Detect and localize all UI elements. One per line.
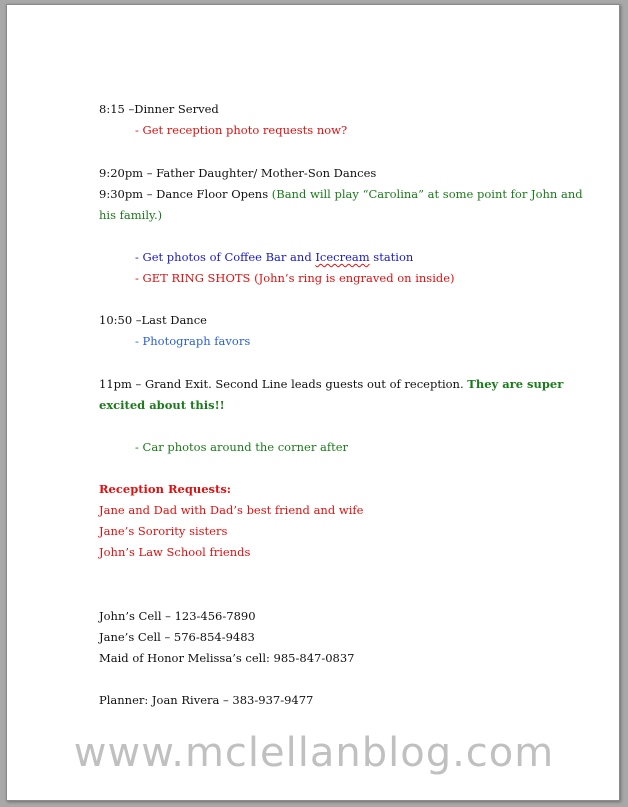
band-note-continued: his family.): [99, 208, 163, 222]
last-dance-line: 10:50 –Last Dance: [99, 313, 207, 327]
dinner-served-line: 8:15 –Dinner Served: [99, 102, 219, 116]
car-photos-note: - Car photos around the corner after: [135, 440, 349, 454]
photo-requests-note: - Get reception photo requests now?: [135, 123, 348, 137]
ring-shots-note: - GET RING SHOTS (John’s ring is engraved on inside): [135, 271, 455, 285]
excited-note: They are super: [467, 377, 564, 391]
document-page: [6, 4, 620, 801]
dance-floor-text: 9:30pm – Dance Floor Opens: [99, 187, 272, 201]
photograph-favors-note: - Photograph favors: [135, 334, 251, 348]
dance-floor-line: [99, 186, 583, 202]
grand-exit-line: [99, 376, 563, 392]
grand-exit-text: 11pm – Grand Exit. Second Line leads guests out of reception.: [99, 377, 468, 391]
contact-line: Jane’s Cell – 576-854-9483: [99, 630, 255, 644]
coffee-note-suffix: station: [369, 250, 414, 264]
watermark: www.mclellanblog.com: [73, 730, 555, 776]
band-note: (Band will play “Carolina” at some point for John and: [271, 187, 583, 201]
reception-request-item: Jane and Dad with Dad’s best friend and wife: [99, 503, 364, 517]
reception-requests-heading: Reception Requests:: [99, 482, 232, 496]
excited-note-continued: excited about this!!: [99, 398, 225, 412]
planner-line: Planner: Joan Rivera – 383-937-9477: [99, 693, 314, 707]
dances-line: 9:20pm – Father Daughter/ Mother-Son Dances: [99, 166, 377, 180]
misspelled-word: Icecream: [315, 250, 370, 264]
coffee-bar-note: [135, 249, 413, 265]
contact-line: Maid of Honor Melissa’s cell: 985-847-0837: [99, 651, 355, 665]
reception-request-item: John’s Law School friends: [99, 545, 251, 559]
contact-line: John’s Cell – 123-456-7890: [99, 609, 256, 623]
reception-request-item: Jane’s Sorority sisters: [99, 524, 228, 538]
coffee-note-prefix: - Get photos of Coffee Bar and: [135, 250, 316, 264]
